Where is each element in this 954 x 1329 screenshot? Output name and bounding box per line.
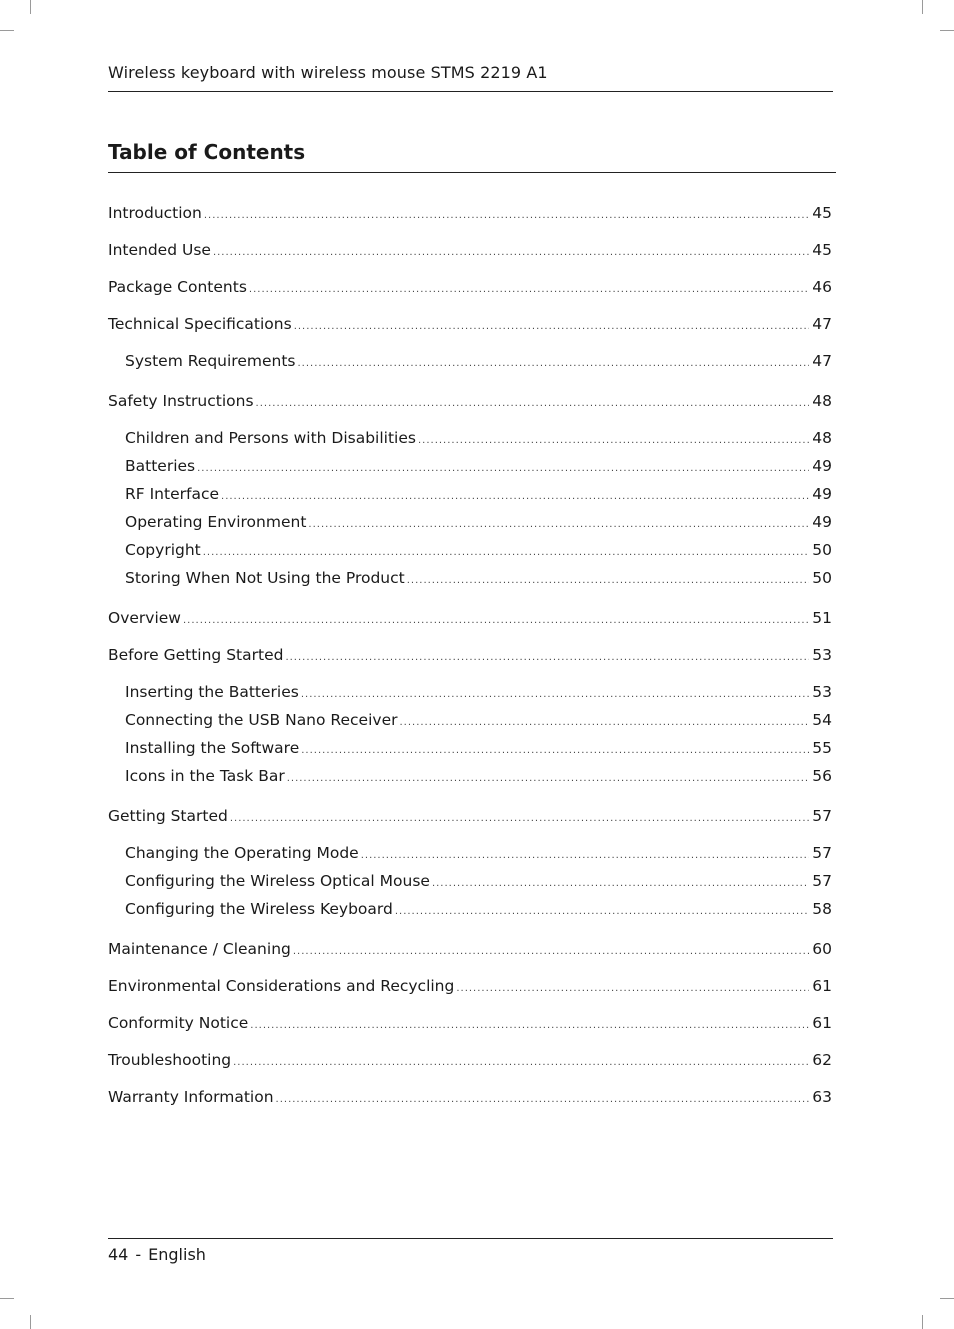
toc-subentry[interactable] [125,898,832,923]
toc-subentry[interactable] [125,483,832,508]
toc-page-number: 51 [812,609,832,627]
toc-entry[interactable] [108,202,832,227]
crop-mark-top-right [922,0,923,14]
toc-leader-dots [301,740,809,762]
toc-entry-title: Children and Persons with Disabilities [125,429,416,447]
toc-leader-dots [298,353,810,375]
toc-entry-title: Batteries [125,457,196,475]
toc-leader-dots [285,647,809,669]
toc-page-number: 49 [812,513,832,531]
toc-leader-dots [183,610,809,632]
toc-page-number: 45 [812,241,832,259]
toc-subentry[interactable] [125,870,832,895]
crop-mark-bottom-left-h [0,1298,14,1299]
toc-page-number: 49 [812,485,832,503]
toc-entry[interactable] [108,313,832,338]
toc-entry-title: RF Interface [125,485,220,503]
toc-entry-title: Storing When Not Using the Product [125,569,405,587]
toc-leader-dots [301,684,809,706]
footer-language: English [148,1245,206,1264]
toc-page-number: 53 [812,683,832,701]
toc-entry-title: Configuring the Wireless Keyboard [125,900,393,918]
toc-entry-title: Maintenance / Cleaning [108,940,291,958]
toc-leader-dots [399,712,809,734]
toc-leader-dots [233,1052,809,1074]
toc-leader-dots [294,316,810,338]
toc-entry-title: System Requirements [125,352,296,370]
toc-entry-title: Environmental Considerations and Recycling [108,977,455,995]
toc-entry-title: Introduction [108,204,202,222]
toc-page-number: 54 [812,711,832,729]
toc-leader-dots [204,205,809,227]
toc-subentry[interactable] [125,765,832,790]
toc-subentry[interactable] [125,567,832,592]
toc-entry[interactable] [108,1086,832,1111]
toc-page-number: 48 [812,392,832,410]
toc-leader-dots [249,279,809,301]
toc-leader-dots [395,901,809,923]
toc-entry-title: Technical Specifications [108,315,292,333]
toc-page-number: 63 [812,1088,832,1106]
toc-entry-title: Intended Use [108,241,211,259]
toc-entry[interactable] [108,975,832,1000]
toc-entry[interactable] [108,276,832,301]
crop-mark-top-left [30,0,31,14]
toc-subentry[interactable] [125,737,832,762]
toc-page-number: 57 [812,872,832,890]
toc-entry[interactable] [108,607,832,632]
toc-leader-dots [287,768,810,790]
toc-entry-title: Connecting the USB Nano Receiver [125,711,398,729]
toc-leader-dots [418,430,809,452]
toc-page-number: 56 [812,767,832,785]
toc-entry-title: Warranty Information [108,1088,274,1106]
crop-mark-top-left-h [0,30,14,31]
toc-subentry[interactable] [125,539,832,564]
toc-leader-dots [407,570,810,592]
toc-entry[interactable] [108,239,832,264]
crop-mark-bottom-left [30,1315,31,1329]
footer-separator: - [135,1245,142,1264]
toc-subentry[interactable] [125,427,832,452]
toc-leader-dots [250,1015,809,1037]
running-header [108,62,833,92]
toc-page-number: 60 [812,940,832,958]
toc-entry-title: Conformity Notice [108,1014,249,1032]
toc-leader-dots [293,941,809,963]
toc-entry-title: Configuring the Wireless Optical Mouse [125,872,430,890]
toc-entry-title: Icons in the Task Bar [125,767,285,785]
toc-leader-dots [276,1089,810,1111]
toc-leader-dots [221,486,809,508]
toc-subentry[interactable] [125,681,832,706]
toc-page-number: 61 [812,1014,832,1032]
toc-page-number: 48 [812,429,832,447]
toc-entry-title: Overview [108,609,181,627]
toc-leader-dots [432,873,809,895]
toc-leader-dots [256,393,810,415]
toc-page-number: 57 [812,807,832,825]
toc-entry[interactable] [108,1049,832,1074]
toc-entry-title: Installing the Software [125,739,300,757]
toc-page-number: 62 [812,1051,832,1069]
toc-entry[interactable] [108,644,832,669]
toc-page-number: 57 [812,844,832,862]
toc-page-number: 53 [812,646,832,664]
toc-page-number: 47 [812,352,832,370]
toc-page-number: 50 [812,541,832,559]
toc-entry-title: Inserting the Batteries [125,683,299,701]
toc-entry-title: Operating Environment [125,513,307,531]
crop-mark-bottom-right-h [940,1298,954,1299]
toc-leader-dots [213,242,809,264]
crop-mark-bottom-right [922,1315,923,1329]
toc-leader-dots [456,978,809,1000]
toc-entry[interactable] [108,390,832,415]
toc-leader-dots [203,542,810,564]
toc-subentry[interactable] [125,511,832,536]
toc-subentry[interactable] [125,842,832,867]
toc-entry-title: Copyright [125,541,201,559]
toc-page-number: 45 [812,204,832,222]
toc-page-number: 58 [812,900,832,918]
crop-mark-top-right-h [940,30,954,31]
toc-page-number: 49 [812,457,832,475]
toc-page-number: 46 [812,278,832,296]
toc-entry-title: Getting Started [108,807,228,825]
header-title: Wireless keyboard with wireless mouse STMS 2219 A1 [108,63,548,82]
toc-entry-title: Changing the Operating Mode [125,844,359,862]
toc-leader-dots [197,458,809,480]
toc-entry[interactable] [108,1012,832,1037]
toc-subentry[interactable] [125,350,832,375]
toc-subentry[interactable] [125,709,832,734]
page-footer [108,1238,833,1266]
toc-heading: Table of Contents [108,138,836,173]
toc-subentry[interactable] [125,455,832,480]
toc-entry[interactable] [108,938,832,963]
toc-entry[interactable] [108,805,832,830]
toc-leader-dots [230,808,809,830]
toc-leader-dots [361,845,810,867]
toc-entry-title: Package Contents [108,278,247,296]
toc-page-number: 50 [812,569,832,587]
toc-entry-title: Before Getting Started [108,646,284,664]
toc-leader-dots [308,514,809,536]
toc-page-number: 47 [812,315,832,333]
toc-page-number: 55 [812,739,832,757]
toc-page-number: 61 [812,977,832,995]
footer-page-number: 44 [108,1245,129,1264]
toc-entry-title: Safety Instructions [108,392,254,410]
toc-entry-title: Troubleshooting [108,1051,232,1069]
